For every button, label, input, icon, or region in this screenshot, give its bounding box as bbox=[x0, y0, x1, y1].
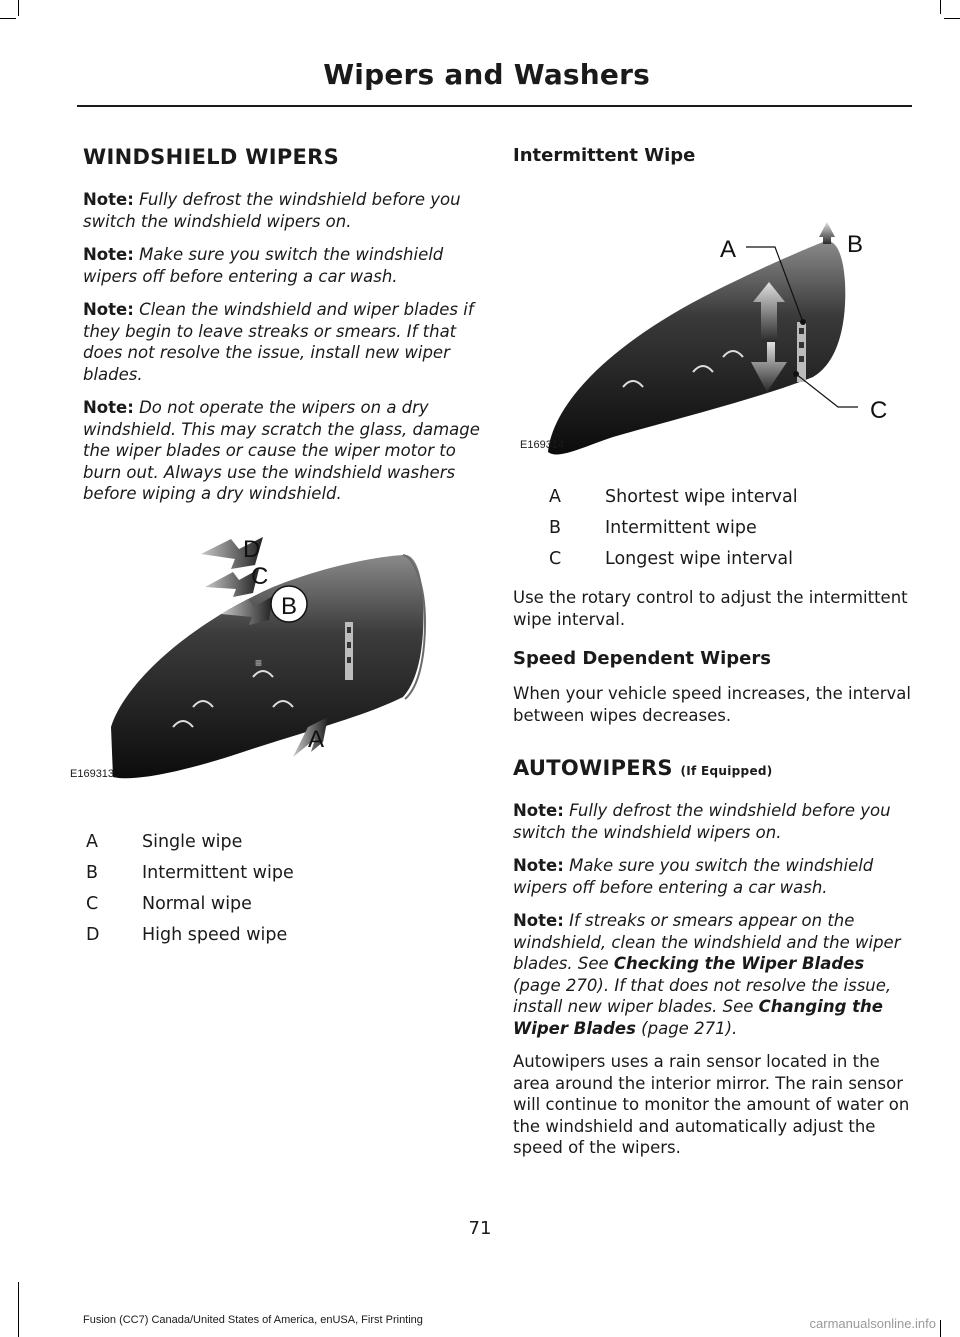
note-text: Fully defrost the windshield before you switch the windshield wipers on. bbox=[513, 801, 891, 842]
autowipers-suffix: (If Equipped) bbox=[680, 764, 773, 778]
legend-table bbox=[513, 487, 913, 569]
section-heading-intermittent-wipe: Intermittent Wipe bbox=[513, 145, 696, 166]
callout-b: B bbox=[281, 592, 298, 620]
figure-code: E169314 bbox=[520, 439, 565, 451]
section-heading-windshield-wipers: WINDSHIELD WIPERS bbox=[83, 145, 340, 169]
autowipers-title: AUTOWIPERS bbox=[513, 756, 673, 780]
note-text: Fully defrost the windshield before you switch the windshield wipers on. bbox=[83, 190, 461, 231]
link-checking-wiper-blades[interactable]: Checking the Wiper Blades bbox=[613, 954, 865, 973]
note bbox=[83, 244, 483, 287]
note-text: If that does not resolve the issue, install new wiper blades. See bbox=[513, 975, 892, 1016]
section-heading-speed-dependent: Speed Dependent Wipers bbox=[513, 648, 771, 669]
legend-row bbox=[83, 925, 483, 945]
note-label: Note: bbox=[83, 398, 134, 417]
crop-mark bbox=[944, 18, 960, 19]
callout-a: A bbox=[308, 725, 325, 753]
link-changing-wiper-blades[interactable]: Changing the Wiper Blades bbox=[513, 997, 883, 1038]
crop-mark bbox=[18, 0, 19, 16]
callout-c: C bbox=[251, 562, 269, 590]
svg-text:≡: ≡ bbox=[255, 655, 263, 670]
legend-row bbox=[83, 863, 483, 883]
crop-mark bbox=[940, 0, 941, 14]
crop-mark bbox=[18, 1282, 19, 1337]
footer-text: Fusion (CC7) Canada/United States of America, enUSA, First Printing bbox=[83, 1314, 423, 1326]
note bbox=[513, 855, 913, 898]
watermark: carmanualsonline.info bbox=[809, 1316, 936, 1331]
page-header-title: Wipers and Washers bbox=[323, 58, 650, 91]
note-label: Note: bbox=[83, 245, 134, 264]
callout-d: D bbox=[243, 535, 261, 563]
note bbox=[513, 910, 913, 1039]
section-heading-autowipers bbox=[513, 756, 913, 780]
legend-key: B bbox=[549, 518, 562, 538]
note-label: Note: bbox=[513, 856, 564, 875]
note bbox=[83, 189, 483, 232]
note-text: Clean the windshield and wiper blades if they begin to leave streaks or smears. If that does not resolve the issue, install new wiper blades. bbox=[83, 300, 474, 384]
legend-key: C bbox=[549, 549, 562, 569]
legend-table bbox=[83, 832, 483, 945]
legend-key: A bbox=[549, 487, 561, 507]
autowipers-paragraph: Autowipers uses a rain sensor located in the area around the interior mirror. The rain sensor will continue to monitor the amount of water on the windshield and automatically adjust the speed of the wipers. bbox=[513, 1052, 910, 1157]
page-ref: (page 270). bbox=[513, 975, 610, 995]
page-ref: (page 271). bbox=[635, 1018, 738, 1038]
wiper-stalk-figure bbox=[70, 527, 483, 792]
note-text: Make sure you switch the windshield wipers off before entering a car wash. bbox=[83, 245, 444, 286]
wiper-stalk-illustration bbox=[83, 527, 483, 792]
legend-text: Normal wipe bbox=[142, 893, 252, 914]
legend-text: Shortest wipe interval bbox=[605, 487, 798, 507]
note-text: If streaks or smears appear on the windshield, clean the windshield and the wiper blades. See bbox=[513, 911, 901, 973]
legend-text: Intermittent wipe bbox=[605, 518, 757, 538]
note bbox=[513, 800, 913, 843]
arrow-b-icon bbox=[819, 222, 835, 244]
note bbox=[83, 397, 483, 505]
callout-b: B bbox=[847, 231, 864, 258]
legend-text: High speed wipe bbox=[142, 924, 288, 945]
legend-key: C bbox=[86, 893, 99, 914]
legend-text: Longest wipe interval bbox=[605, 549, 793, 569]
note-label: Note: bbox=[513, 911, 564, 930]
legend-row bbox=[546, 518, 913, 538]
note-label: Note: bbox=[83, 190, 134, 209]
legend-key: A bbox=[86, 831, 98, 852]
note bbox=[83, 299, 483, 385]
callout-a: A bbox=[720, 236, 737, 263]
rotary-paragraph: Use the rotary control to adjust the intermittent wipe interval. bbox=[513, 588, 908, 629]
legend-key: D bbox=[86, 924, 100, 945]
crop-mark bbox=[0, 18, 16, 19]
intermittent-wipe-figure bbox=[513, 182, 913, 467]
legend-text: Intermittent wipe bbox=[142, 862, 294, 883]
legend-row bbox=[546, 549, 913, 569]
note-label: Note: bbox=[513, 801, 564, 820]
figure-code: E169313 bbox=[70, 767, 115, 780]
speed-paragraph: When your vehicle speed increases, the interval between wipes decreases. bbox=[513, 684, 911, 725]
callout-c: C bbox=[870, 397, 888, 424]
note-text: Do not operate the wipers on a dry windshield. This may scratch the glass, damage the wiper blades or cause the wiper motor to burn out. Always use the windshield washers before wiping a dry windshield. bbox=[83, 398, 480, 503]
legend-row bbox=[546, 487, 913, 507]
left-column bbox=[70, 145, 483, 963]
rotary-control-illustration bbox=[513, 182, 913, 467]
legend-row bbox=[83, 894, 483, 914]
crop-mark bbox=[940, 1320, 941, 1337]
right-column bbox=[513, 145, 913, 1171]
legend-key: B bbox=[86, 862, 99, 883]
note-text: Make sure you switch the windshield wipers off before entering a car wash. bbox=[513, 856, 874, 897]
legend-row bbox=[83, 832, 483, 852]
note-label: Note: bbox=[83, 300, 134, 319]
header-rule bbox=[77, 105, 912, 107]
legend-text: Single wipe bbox=[142, 831, 243, 852]
page-number: 71 bbox=[468, 1218, 492, 1239]
